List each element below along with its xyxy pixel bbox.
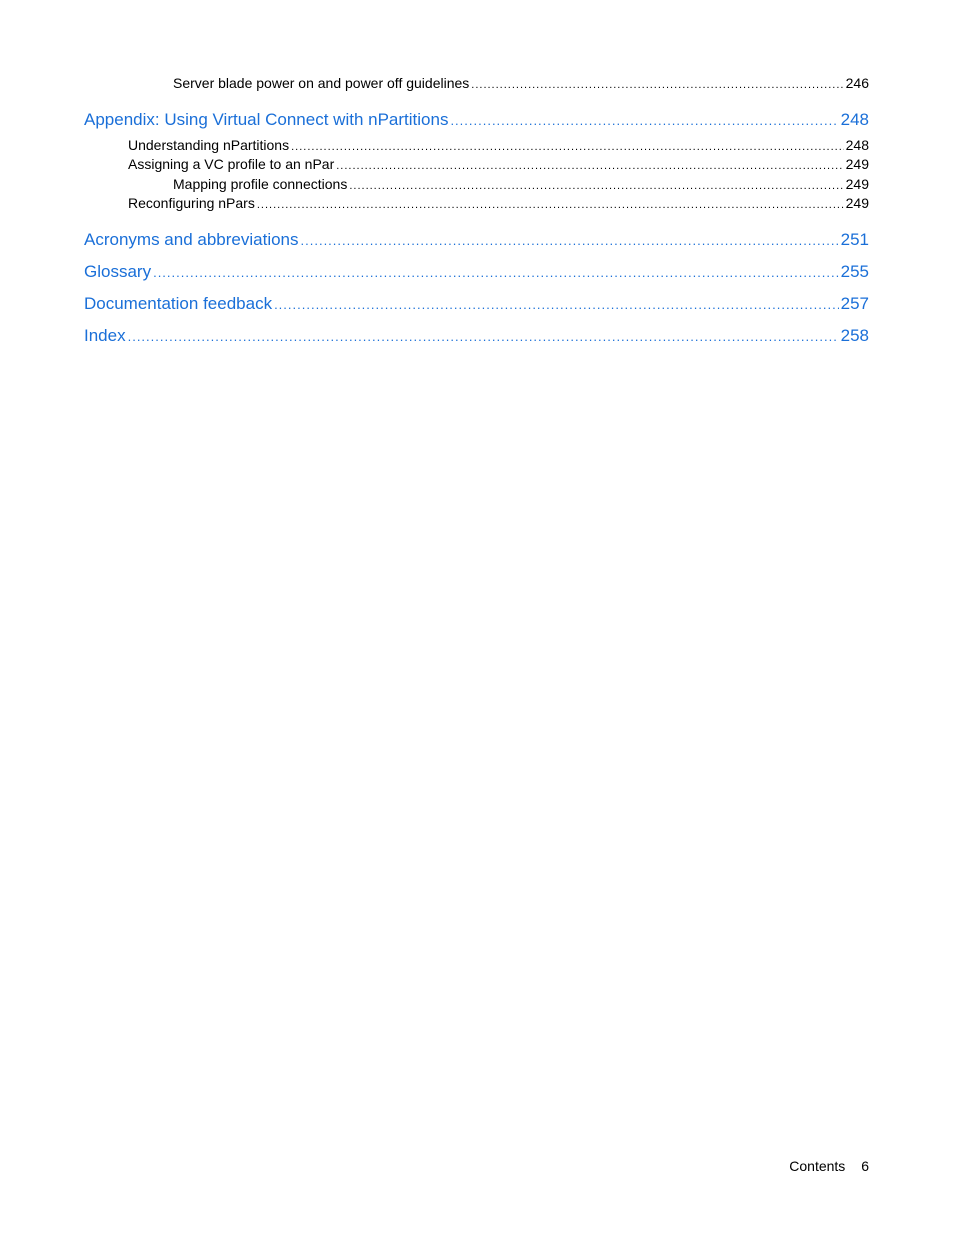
toc-leader-dots — [153, 257, 839, 289]
toc-entry-title: Server blade power on and power off guidelines — [173, 75, 470, 91]
toc-entry-page: 248 — [840, 109, 869, 129]
footer-section-label: Contents — [789, 1158, 846, 1174]
toc-entry-page: 249 — [845, 156, 869, 172]
toc-leader-dots — [471, 76, 843, 96]
toc-entry-server-blade-power-guidelines[interactable] — [84, 74, 869, 94]
toc-entry-page: 255 — [840, 261, 869, 281]
toc-entry-title: Acronyms and abbreviations — [84, 229, 299, 249]
table-of-contents — [84, 74, 869, 352]
toc-leader-dots — [301, 225, 839, 257]
toc-entry-title: Glossary — [84, 261, 152, 281]
toc-entry-page: 249 — [845, 195, 869, 211]
page-footer — [789, 1158, 869, 1174]
toc-entry-appendix-npartitions[interactable] — [84, 104, 869, 136]
toc-leader-dots — [257, 196, 844, 216]
toc-leader-dots — [336, 157, 843, 177]
toc-leader-dots — [274, 289, 839, 321]
toc-entry-page: 258 — [840, 325, 869, 345]
toc-entry-understanding-npartitions[interactable] — [84, 136, 869, 156]
toc-leader-dots — [450, 105, 838, 137]
toc-entry-page: 246 — [845, 75, 869, 91]
toc-entry-title: Appendix: Using Virtual Connect with nPartitions — [84, 109, 449, 129]
toc-entry-documentation-feedback[interactable] — [84, 288, 869, 320]
toc-entry-acronyms[interactable] — [84, 224, 869, 256]
toc-entry-page: 257 — [840, 293, 869, 313]
toc-leader-dots — [128, 321, 839, 353]
toc-leader-dots — [291, 138, 844, 158]
toc-leader-dots — [349, 177, 843, 197]
toc-entry-title: Mapping profile connections — [173, 175, 348, 192]
toc-entry-title: Assigning a VC profile to an nPar — [128, 156, 335, 172]
toc-entry-page: 248 — [845, 136, 869, 153]
toc-entry-title: Documentation feedback — [84, 293, 273, 313]
toc-entry-assigning-vc-profile[interactable] — [84, 155, 869, 175]
footer-page-number: 6 — [861, 1158, 869, 1174]
toc-entry-reconfiguring-npars[interactable] — [84, 194, 869, 214]
toc-entry-title: Understanding nPartitions — [128, 136, 290, 153]
toc-entry-index[interactable] — [84, 320, 869, 352]
toc-entry-page: 251 — [840, 229, 869, 249]
toc-entry-mapping-profile-connections[interactable] — [84, 175, 869, 195]
toc-entry-page: 249 — [845, 175, 869, 192]
toc-entry-title: Reconfiguring nPars — [128, 195, 255, 211]
toc-entry-glossary[interactable] — [84, 256, 869, 288]
toc-entry-title: Index — [84, 325, 126, 345]
